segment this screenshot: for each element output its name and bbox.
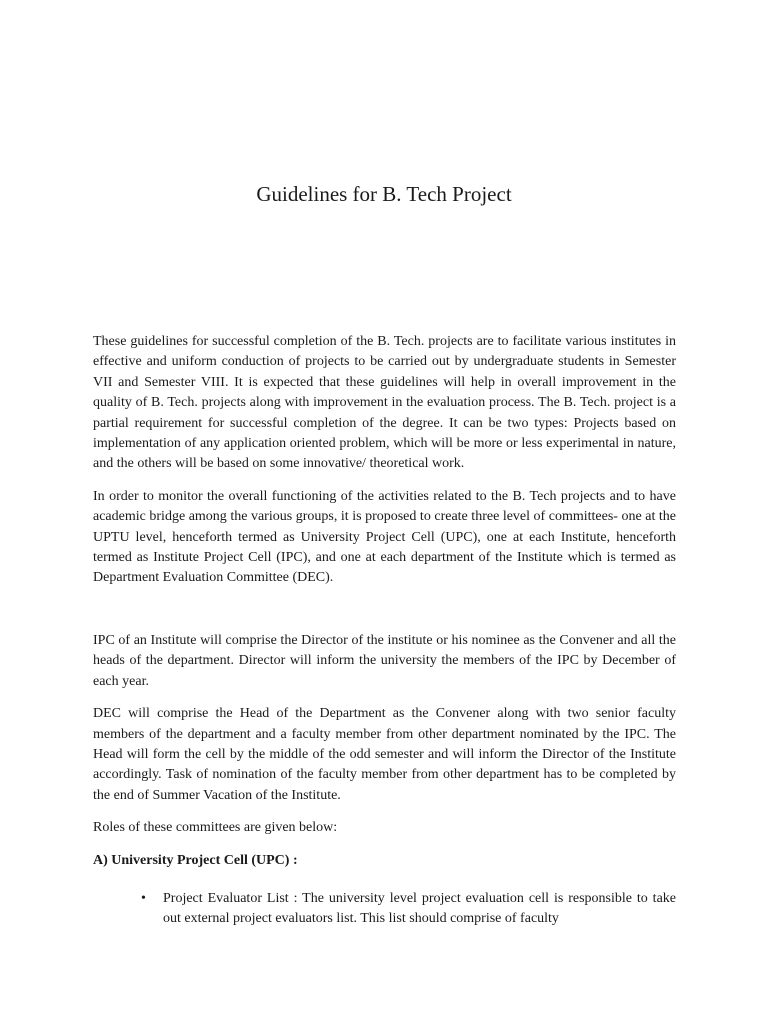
paragraph-dec: DEC will comprise the Head of the Department as the Convener along with two senior faculty members of the department and a faculty member from other department nominated by the IPC. The Head will form the cell by the middle of the odd semester and will inform the Director of the Institute accordingly. Task of nomination of the faculty member from other department has to be completed by the end of Summer Vacation of the Institute. xyxy=(93,706,676,803)
list-item-text: Project Evaluator List : The university level project evaluation cell is responsible to take out external project evaluators list. This list should comprise of faculty xyxy=(163,890,676,926)
paragraph-ipc: IPC of an Institute will comprise the Director of the institute or his nominee as the Convener and all the heads of the department. Director will inform the university the members of the IPC by December of each year. xyxy=(93,632,676,689)
paragraph-intro: These guidelines for successful completion of the B. Tech. projects are to facilitate various institutes in effective and uniform conduction of projects to be carried out by undergraduate students in Semester VII and Semester VIII. It is expected that these guidelines will help in overall improvement in the quality of B. Tech. projects along with improvement in the evaluation process. The B. Tech. project is a partial requirement for successful completion of the degree. It can be two types: Projects based on implementation of any application oriented problem, which will be more or less experimental in nature, and the others will be based on some innovative/ theoretical work. xyxy=(93,334,676,472)
section-heading-upc: A) University Project Cell (UPC) : xyxy=(93,852,298,868)
paragraph-committees: In order to monitor the overall functioning of the activities related to the B. Tech projects and to have academic bridge among the various groups, it is proposed to create three level of committees- one at the UPTU level, henceforth termed as University Project Cell (UPC), one at each Institute, henceforth termed as Institute Project Cell (IPC), and one at each department of the Institute which is termed as Department Evaluation Committee (DEC). xyxy=(93,488,676,586)
document-body xyxy=(93,332,676,929)
paragraph-roles: Roles of these committees are given below: xyxy=(93,820,338,836)
document-title: Guidelines for B. Tech Project xyxy=(256,182,512,206)
bullet-icon: • xyxy=(141,890,146,906)
list-item xyxy=(141,889,676,930)
bullet-list xyxy=(93,889,676,930)
